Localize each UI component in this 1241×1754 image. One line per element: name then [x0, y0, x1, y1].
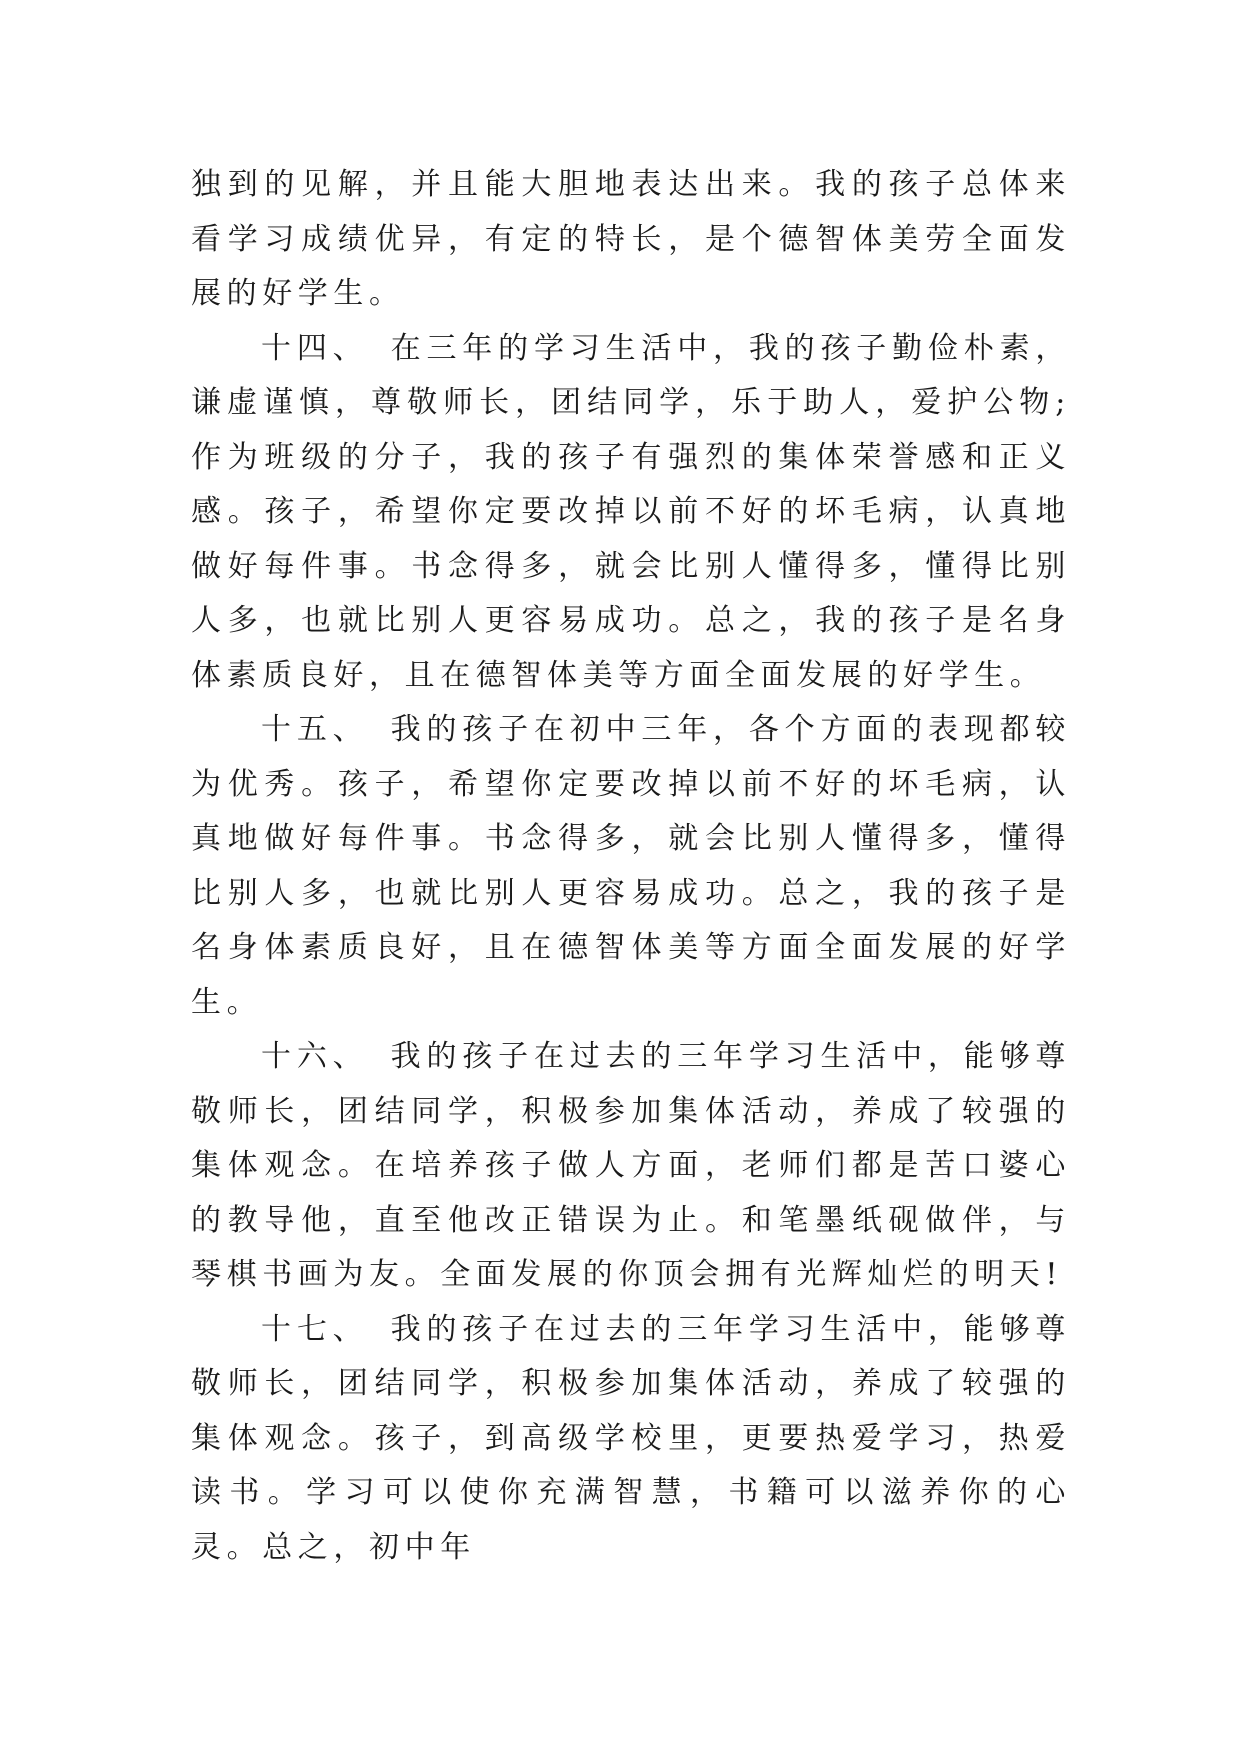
paragraph-continuation	[191, 158, 1071, 322]
paragraph-text: 在三年的学习生活中，我的孩子勤俭朴素，谦虚谨慎，尊敬师长，团结同学，乐于助人，爱护公物;作为班级的分子，我的孩子有强烈的集体荣誉感和正义感。孩子，希望你定要改掉以前不好的坏毛病，认真地做好每件事。书念得多，就会比别人懂得多，懂得比别人多，也就比别人更容易成功。总之，我的孩子是名身体素质良好，且在德智体美等方面全面发展的好学生。	[191, 330, 1071, 693]
paragraph-number: 十五、	[261, 712, 369, 747]
paragraph-14	[191, 322, 1071, 704]
paragraph-15	[191, 703, 1071, 1030]
paragraph-text: 我的孩子在过去的三年学习生活中，能够尊敬师长，团结同学，积极参加集体活动，养成了较强的集体观念。在培养孩子做人方面，老师们都是苦口婆心的教导他，直至他改正错误为止。和笔墨纸砚做伴，与琴棋书画为友。全面发展的你顶会拥有光辉灿烂的明天!	[191, 1039, 1071, 1292]
paragraph-number: 十七、	[261, 1311, 369, 1347]
paragraph-text: 独到的见解，并且能大胆地表达出来。我的孩子总体来看学习成绩优异，有定的特长，是个德智体美劳全面发展的好学生。	[191, 167, 1071, 311]
paragraph-text: 我的孩子在初中三年，各个方面的表现都较为优秀。孩子，希望你定要改掉以前不好的坏毛病，认真地做好每件事。书念得多，就会比别人懂得多，懂得比别人多，也就比别人更容易成功。总之，我的孩子是名身体素质良好，且在德智体美等方面全面发展的好学生。	[191, 712, 1071, 1020]
paragraph-text: 我的孩子在过去的三年学习生活中，能够尊敬师长，团结同学，积极参加集体活动，养成了较强的集体观念。孩子，到高级学校里，更要热爱学习，热爱读书。学习可以使你充满智慧，书籍可以滋养你的心灵。总之，初中年	[191, 1311, 1071, 1565]
paragraph-16	[191, 1030, 1071, 1303]
paragraph-number: 十四、	[261, 330, 369, 366]
paragraph-17	[191, 1303, 1071, 1576]
paragraph-number: 十六、	[261, 1039, 369, 1074]
document-body	[191, 158, 1071, 1575]
